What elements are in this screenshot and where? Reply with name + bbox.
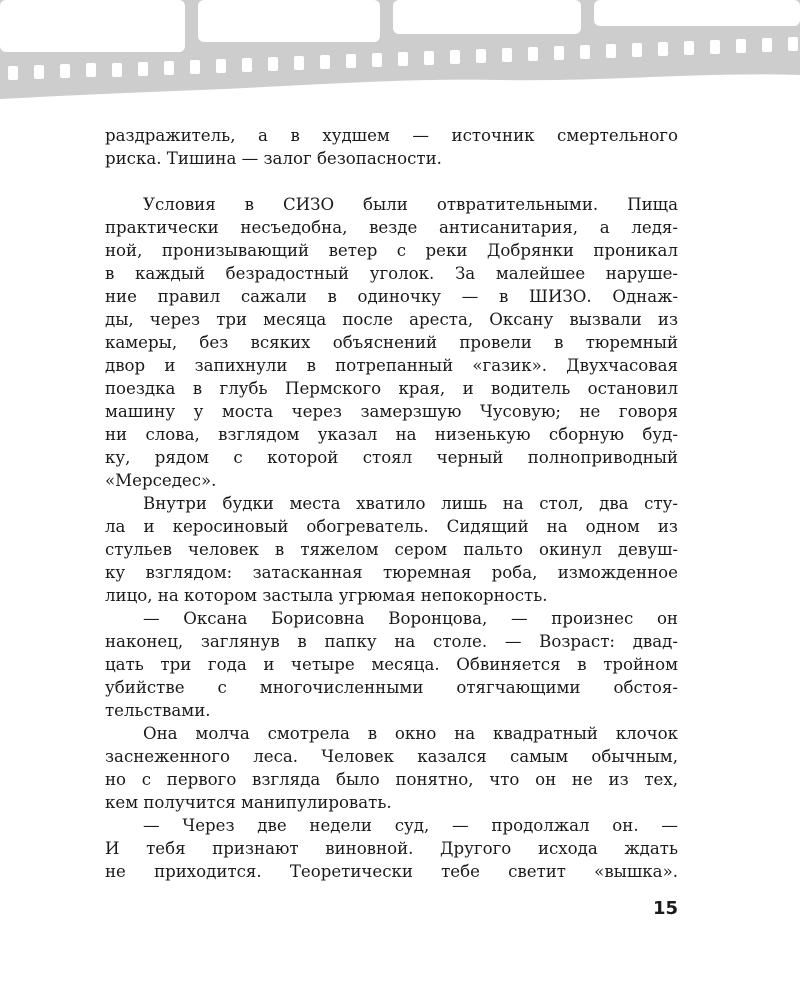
text-line: ку взглядом: затасканная тюремная роба, изможденное xyxy=(105,563,678,582)
text-line: риска. Тишина — залог безопасности. xyxy=(105,149,442,168)
page-number: 15 xyxy=(653,898,679,919)
film-frame xyxy=(0,0,185,52)
text-line: И тебя признают виновной. Другого исхода ждать xyxy=(105,839,678,858)
text-line: кем получится манипулировать. xyxy=(105,793,392,812)
text-line: не приходится. Теоретически тебе светит «вышка». xyxy=(105,862,678,881)
text-line: лицо, на котором застыла угрюмая непокорность. xyxy=(105,586,548,605)
text-line: ку, рядом с которой стоял черный полноприводный xyxy=(105,448,678,467)
text-line: стульев человек в тяжелом сером пальто окинул девуш- xyxy=(105,540,678,559)
filmstrip-decoration xyxy=(0,0,800,110)
text-line: — Оксана Борисовна Воронцова, — произнес он xyxy=(143,609,678,628)
text-line: ни слова, взглядом указал на низенькую сборную буд- xyxy=(105,425,678,444)
text-line: тельствами. xyxy=(105,701,211,720)
text-line: Внутри будки места хватило лишь на стол, два сту- xyxy=(143,494,678,513)
text-line: наконец, заглянув в папку на столе. — Возраст: двад- xyxy=(105,632,678,651)
paragraph xyxy=(105,492,678,607)
film-frame xyxy=(393,0,581,34)
paragraph-gap xyxy=(105,170,678,193)
text-line: машину у моста через замерзшую Чусовую; не говоря xyxy=(105,402,678,421)
paragraph xyxy=(105,607,678,722)
text-line: двор и запихнули в потрепанный «газик». Двухчасовая xyxy=(105,356,678,375)
text-line: Она молча смотрела в окно на квадратный клочок xyxy=(143,724,678,743)
text-line: но с первого взгляда было понятно, что он не из тех, xyxy=(105,770,678,789)
text-line: ла и керосиновый обогреватель. Сидящий на одном из xyxy=(105,517,678,536)
text-line: ной, пронизывающий ветер с реки Добрянки проникал xyxy=(105,241,678,260)
text-line: «Мерседес». xyxy=(105,471,217,490)
paragraph xyxy=(105,814,678,883)
text-line: ние правил сажали в одиночку — в ШИЗО. Однаж- xyxy=(105,287,678,306)
text-line: Условия в СИЗО были отвратительными. Пища xyxy=(143,195,678,214)
body-text xyxy=(105,124,678,883)
text-line: ды, через три месяца после ареста, Оксану вызвали из xyxy=(105,310,678,329)
text-line: раздражитель, а в худшем — источник смертельного xyxy=(105,126,678,145)
text-line: в каждый безрадостный уголок. За малейшее наруше- xyxy=(105,264,678,283)
text-line: убийстве с многочисленными отягчающими обстоя- xyxy=(105,678,678,697)
film-frame xyxy=(594,0,800,26)
paragraph xyxy=(105,193,678,492)
film-frame xyxy=(198,0,380,42)
text-line: заснеженного леса. Человек казался самым обычным, xyxy=(105,747,678,766)
text-line: цать три года и четыре месяца. Обвиняется в тройном xyxy=(105,655,678,674)
text-line: — Через две недели суд, — продолжал он. — xyxy=(143,816,678,835)
paragraph xyxy=(105,124,678,170)
paragraph xyxy=(105,722,678,814)
text-line: практически несъедобна, везде антисанитария, а ледя- xyxy=(105,218,678,237)
text-line: камеры, без всяких объяснений провели в тюремный xyxy=(105,333,678,352)
text-line: поездка в глубь Пермского края, и водитель остановил xyxy=(105,379,678,398)
